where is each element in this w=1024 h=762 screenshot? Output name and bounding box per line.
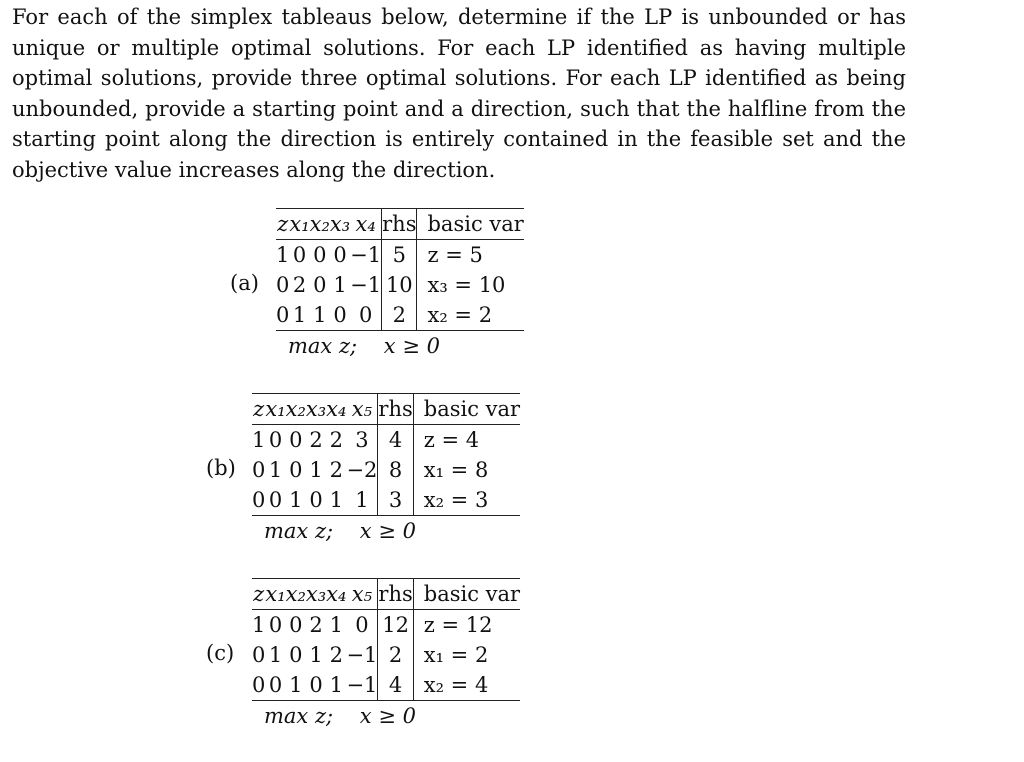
basic-var-header: basic var [413,579,520,610]
cell: −1 [350,273,382,297]
rhs-cell: 8 [378,455,413,485]
column-header: x₂ [286,579,306,610]
basic-var-cell: z = 12 [413,610,520,641]
cell: 0 [333,243,347,267]
cell: 1 [286,485,306,516]
table-row [252,610,520,641]
basic-var-header: basic var [417,209,524,240]
constraint-line [288,334,440,358]
column-header: x₄ [326,579,346,610]
basic-var-header: basic var [413,394,520,425]
cell: 1 [286,670,306,701]
rhs-cell: 10 [382,270,417,300]
rhs-header: rhs [378,579,413,610]
cell: 1 [252,428,266,452]
cell: 1 [268,643,283,667]
problem-statement [12,2,906,185]
cell: 0 [252,643,266,667]
cell: 0 [313,273,327,297]
tableau-table [252,393,520,516]
cell: 1 [276,243,290,267]
column-header: x₄ [350,209,381,240]
tableau-label: (c) [206,641,235,665]
rhs-cell: 4 [378,670,413,701]
cell: 1 [329,613,343,637]
cell: 0 [252,485,265,516]
constraint-line [264,704,416,728]
table-row [252,670,520,701]
table-row [252,425,520,456]
tableau-label: (b) [206,456,236,480]
table-header-row [252,579,520,610]
objective-text: max z; [264,704,334,728]
rhs-cell: 4 [378,425,413,456]
cell: 0 [289,643,303,667]
column-header: x₂ [286,394,306,425]
cell: 0 [268,613,283,637]
cell: −2 [346,458,378,482]
cell: 1 [252,613,266,637]
cell: 2 [309,613,323,637]
column-header: x₄ [326,394,346,425]
cell: 0 [289,613,303,637]
cell: 2 [329,458,343,482]
cell: 0 [265,670,285,701]
cell: 1 [309,643,323,667]
cell: 0 [289,458,303,482]
cell: 1 [333,273,347,297]
cell: 0 [313,243,327,267]
basic-var-cell: x₂ = 3 [413,485,520,516]
cell: 0 [330,300,350,331]
nonnegativity-text: x ≥ 0 [359,704,416,728]
cell: −1 [346,670,377,701]
cell: 0 [276,300,289,331]
cell: 1 [310,300,330,331]
cell: 0 [292,243,307,267]
table-row [276,300,524,331]
basic-var-cell: z = 5 [417,240,524,271]
rhs-cell: 5 [382,240,417,271]
constraint-line [264,519,416,543]
basic-var-cell: x₁ = 8 [413,455,520,485]
objective-text: max z; [288,334,358,358]
table-row [252,455,520,485]
cell: 2 [329,643,343,667]
table-row [276,270,524,300]
rhs-cell: 12 [378,610,413,641]
tableau-table [252,578,520,701]
cell: 0 [252,458,266,482]
table-row [252,640,520,670]
cell: 1 [346,485,377,516]
rhs-header: rhs [378,394,413,425]
cell: 2 [309,428,323,452]
column-header: x₅ [346,394,377,425]
basic-var-cell: x₂ = 4 [413,670,520,701]
objective-text: max z; [264,519,334,543]
column-header: z [252,579,265,610]
cell: 0 [276,273,290,297]
column-header: x₃ [306,579,326,610]
cell: 0 [252,670,265,701]
cell: 1 [309,458,323,482]
rhs-cell: 3 [378,485,413,516]
column-header: z [276,209,289,240]
basic-var-cell: x₃ = 10 [417,270,524,300]
cell: 0 [289,428,303,452]
cell: 0 [265,485,285,516]
column-header: x₃ [330,209,350,240]
basic-var-cell: x₂ = 2 [417,300,524,331]
problem-text: For each of the simplex tableaus below, determine if the LP is unbounded or has unique or multiple optimal solutions. For each LP identified as having multiple optimal solutions, provide three optimal solutions. For each LP identified as being unbounded, provide a starting point and a direction, such that the halfline from the starting point along the direction is entirely contained in the feasible set and the objective value increases along the direction. [12,5,906,182]
cell: 0 [350,300,381,331]
table-header-row [276,209,524,240]
cell: 0 [268,428,283,452]
basic-var-cell: x₁ = 2 [413,640,520,670]
cell: −1 [350,243,382,267]
column-header: x₁ [289,209,309,240]
table-row [252,485,520,516]
tableau-label: (a) [230,271,259,295]
column-header: x₃ [306,394,326,425]
cell: 1 [326,670,346,701]
table-row [276,240,524,271]
table-header-row [252,394,520,425]
column-header: z [252,394,265,425]
rhs-cell: 2 [382,300,417,331]
cell: 3 [355,428,369,452]
nonnegativity-text: x ≥ 0 [383,334,440,358]
column-header: x₅ [346,579,377,610]
cell: 0 [306,670,326,701]
rhs-cell: 2 [378,640,413,670]
basic-var-cell: z = 4 [413,425,520,456]
cell: 2 [329,428,343,452]
column-header: x₁ [265,579,285,610]
cell: 2 [292,273,307,297]
column-header: x₁ [265,394,285,425]
column-header: x₂ [310,209,330,240]
tableau-table [276,208,524,331]
cell: 1 [268,458,283,482]
cell: 1 [289,300,309,331]
rhs-header: rhs [382,209,417,240]
cell: 0 [355,613,369,637]
cell: 1 [326,485,346,516]
cell: 0 [306,485,326,516]
cell: −1 [346,643,378,667]
nonnegativity-text: x ≥ 0 [359,519,416,543]
